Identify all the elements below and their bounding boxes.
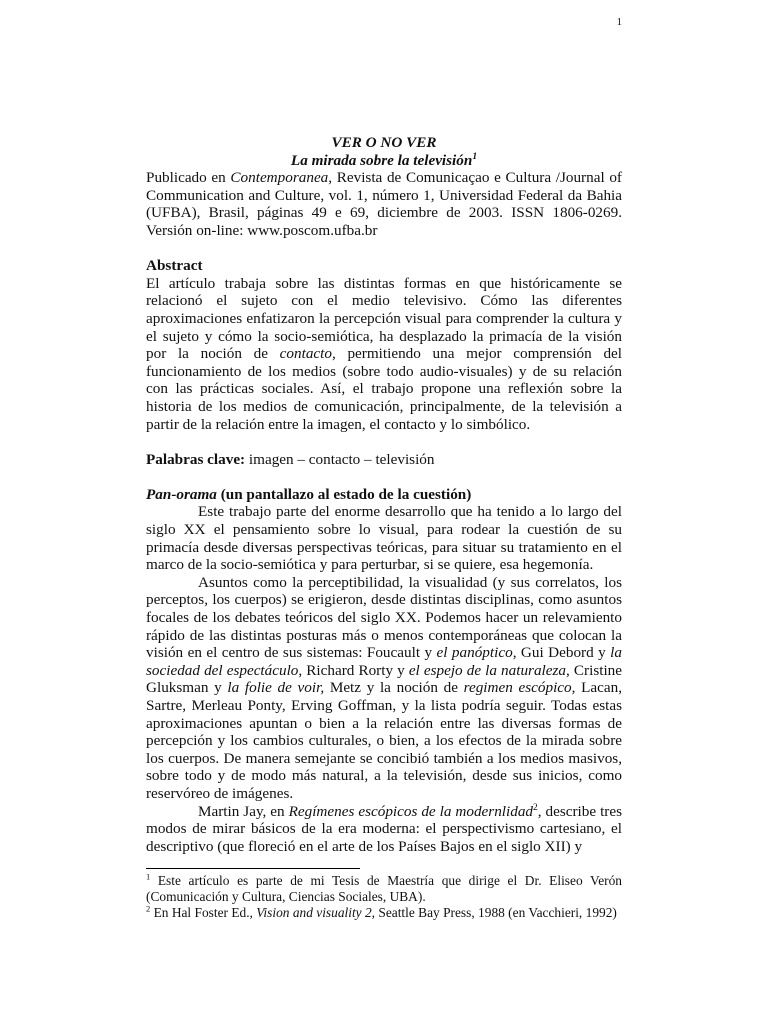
p2-text-3: , Richard Rorty y bbox=[298, 661, 409, 679]
paragraph-2 bbox=[146, 574, 622, 803]
keywords-label: Palabras clave: bbox=[146, 450, 246, 468]
footnote-2-text-2: Seattle Bay Press, 1988 (en Vacchieri, 1992) bbox=[375, 905, 617, 921]
paragraph-3 bbox=[146, 803, 622, 856]
p2-text-5: Metz y la noción de bbox=[324, 679, 464, 697]
p2-text-2: , Gui Debord y bbox=[512, 644, 611, 662]
footnote-1 bbox=[146, 873, 622, 905]
abstract-heading: Abstract bbox=[146, 257, 203, 275]
document-subtitle bbox=[146, 152, 622, 170]
p2-text-4: , Cristine Gluksman y bbox=[146, 661, 623, 697]
p2-em-3: el espejo de la naturaleza bbox=[408, 661, 567, 679]
keywords bbox=[146, 451, 622, 469]
abstract-text-1: El artículo trabaja sobre las distintas formas en que históricamente se relacionó el sujeto con el medio televisivo. Cómo las diferentes aproximaciones enfatizaron la percepción visual para comprender la cultura y el sujeto y cómo la socio-semiótica, ha desplazado la primacía de la visión por la noción de bbox=[146, 274, 622, 363]
footnote-ref-1[interactable]: 1 bbox=[472, 151, 478, 162]
footnotes bbox=[146, 873, 622, 922]
publication-info bbox=[146, 169, 622, 239]
section-heading-em: Pan-orama bbox=[146, 485, 217, 503]
p2-em-1: el panóptico bbox=[436, 644, 513, 662]
section-heading bbox=[146, 486, 622, 504]
footnote-2 bbox=[146, 905, 622, 921]
footnote-2-em: Vision and visuality 2, bbox=[256, 905, 376, 921]
footnote-ref-2[interactable]: 2 bbox=[533, 802, 538, 813]
journal-name: Contemporanea, bbox=[230, 169, 333, 187]
page-number: 1 bbox=[616, 16, 622, 28]
footnote-1-number: 1 bbox=[146, 871, 151, 882]
publication-details: Revista de Comunicaçao e Cultura /Journal of Communication and Culture, vol. 1, número 1, Universidad Federal da Bahia (UFBA), Brasil, páginas 49 e 69, diciembre de 2003. ISSN 1806-0269. Versión on-line: www.poscom.ufba.br bbox=[146, 169, 622, 239]
p3-em-1: Regímenes escópicos de la modernlidad bbox=[288, 802, 534, 820]
keywords-text: imagen – contacto – televisión bbox=[245, 450, 435, 468]
p2-text-1: Asuntos como la perceptibilidad, la visualidad (y sus correlatos, los perceptos, los cuerpos) se erigieron, desde distintas disciplinas, como asuntos focales de los debates teóricos del siglo XX. Podemos hacer un relevamiento rápido de las distintas posturas más o menos contemporáneas que colocan la visión en el centro de sus sistemas: Foucault y bbox=[146, 573, 622, 662]
p2-em-2: la sociedad del espectáculo bbox=[146, 644, 622, 679]
footnote-divider bbox=[146, 868, 360, 869]
abstract-text-2: permitiendo una mejor comprensión del funcionamiento de los medios (sobre todo audio-visuales) y de su relación con las prácticas sociales. Así, el trabajo propone una reflexión sobre la historia de los medios de comunicación, principalmente, de la televisión a partir de la relación entre la imagen, el contacto y lo simbólico. bbox=[146, 345, 622, 433]
p3-text-1: Martin Jay, en bbox=[198, 802, 289, 820]
p2-em-4: la folie de voir, bbox=[227, 679, 325, 697]
publication-prefix: Publicado en bbox=[146, 169, 231, 187]
document-body bbox=[146, 134, 622, 855]
abstract-text bbox=[146, 275, 622, 433]
p2-em-5: regimen escópico, bbox=[463, 679, 576, 697]
p2-text-6: Lacan, Sartre, Merleau Ponty, Erving Goffman, y la lista podría seguir. Todas estas aproximaciones apuntan o bien a la relación entre las diversas formas de percepción y los cambios culturales, o bien, a los efectos de la mirada sobre los cuerpos. De manera semejante se concibió también a los medios masivos, sobre todo y de modo más natural, a la televisión, desde sus inicios, como reservóreo de imágenes. bbox=[146, 679, 623, 802]
subtitle-text: La mirada sobre la televisión bbox=[290, 151, 473, 169]
abstract-emphasis: contacto, bbox=[279, 345, 336, 363]
p3-text-2: , describe tres modos de mirar básicos de la era moderna: el perspectivismo cartesiano, el descriptivo (que floreció en el arte de los Países Bajos en el siglo XII) y bbox=[146, 802, 622, 855]
footnote-2-number: 2 bbox=[146, 903, 151, 914]
footnote-1-text: Este artículo es parte de mi Tesis de Maestría que dirige el Dr. Eliseo Verón (Comunicación y Cultura, Ciencias Sociales, UBA). bbox=[146, 873, 622, 905]
paragraph-1: Este trabajo parte del enorme desarrollo que ha tenido a lo largo del siglo XX el pensamiento sobre lo visual, para rodear la cuestión de su primacía desde diversas perspectivas teóricas, para situar su tratamiento en el marco de la socio-semiótica y para perturbar, si se quiere, esa hegemonía. bbox=[146, 503, 622, 574]
document-title: VER O NO VER bbox=[331, 134, 437, 151]
section-heading-rest: (un pantallazo al estado de la cuestión) bbox=[216, 485, 472, 503]
footnote-2-text-1: En Hal Foster Ed., bbox=[150, 905, 257, 921]
